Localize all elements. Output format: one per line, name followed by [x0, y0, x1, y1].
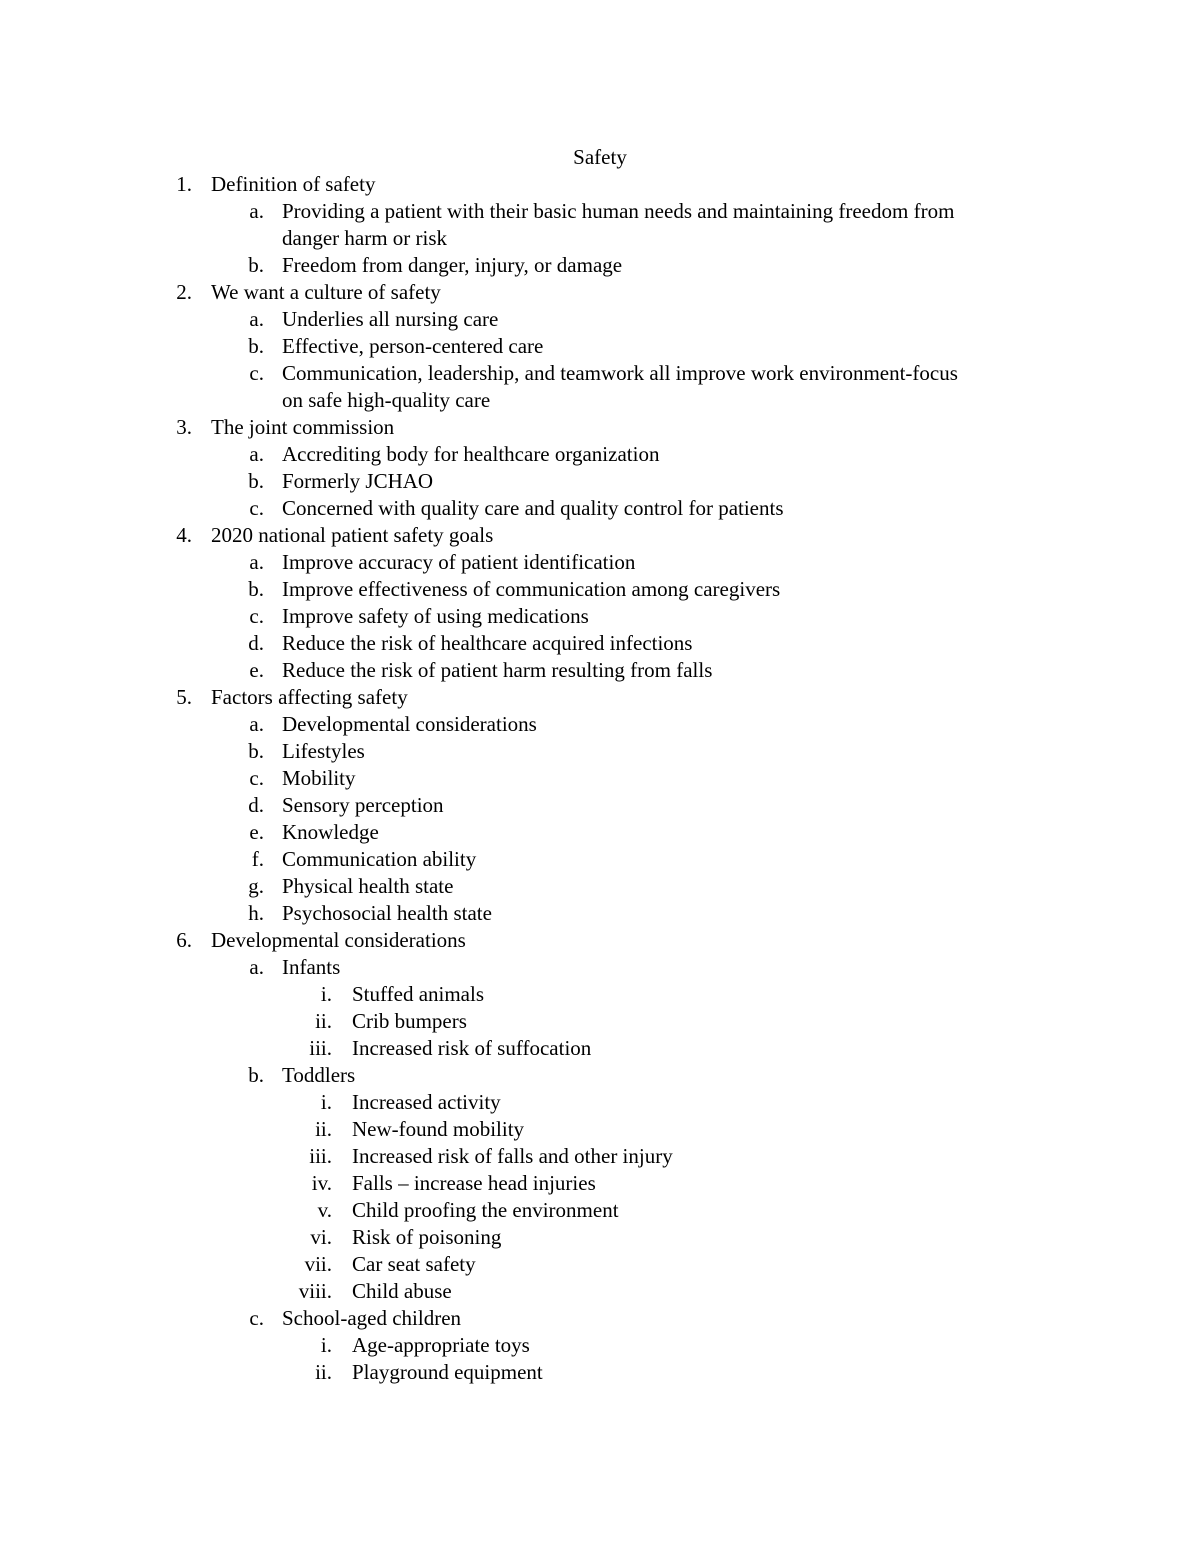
- list-item-text: Developmental considerations: [282, 712, 537, 736]
- list-item-text: Physical health state: [282, 874, 454, 898]
- list-marker: d.: [248, 793, 264, 817]
- list-item-text: Increased risk of falls and other injury: [352, 1144, 673, 1168]
- list-item-text: Providing a patient with their basic human needs and maintaining freedom from: [282, 199, 955, 223]
- list-marker: iii.: [309, 1144, 332, 1168]
- list-marker: h.: [248, 901, 264, 925]
- list-item-text: on safe high-quality care: [282, 388, 491, 412]
- list-marker: e.: [249, 820, 264, 844]
- list-item-text: Playground equipment: [352, 1360, 543, 1384]
- list-marker: a.: [249, 712, 264, 736]
- list-marker: 4.: [176, 523, 192, 547]
- list-item-text: Crib bumpers: [352, 1009, 467, 1033]
- list-item-text: Increased risk of suffocation: [352, 1036, 592, 1060]
- list-item-text: Factors affecting safety: [211, 685, 408, 709]
- list-item-text: Falls – increase head injuries: [352, 1171, 596, 1195]
- list-marker: iii.: [309, 1036, 332, 1060]
- list-marker: a.: [249, 442, 264, 466]
- list-marker: iv.: [311, 1171, 332, 1195]
- list-item-text: danger harm or risk: [282, 226, 448, 250]
- list-marker: i.: [320, 1333, 332, 1357]
- list-item-text: Sensory perception: [282, 793, 444, 817]
- list-item-text: Freedom from danger, injury, or damage: [282, 253, 623, 277]
- list-marker: 5.: [176, 685, 192, 709]
- list-item-text: Child proofing the environment: [352, 1198, 619, 1222]
- list-marker: a.: [249, 307, 264, 331]
- list-marker: i.: [320, 982, 332, 1006]
- list-marker: i.: [320, 1090, 332, 1114]
- list-item-text: Increased activity: [352, 1090, 501, 1114]
- list-marker: c.: [249, 604, 264, 628]
- list-item-text: Stuffed animals: [352, 982, 485, 1006]
- list-marker: 6.: [176, 928, 192, 952]
- list-item-text: Infants: [282, 955, 341, 979]
- list-item-text: Underlies all nursing care: [282, 307, 499, 331]
- list-item-text: Improve safety of using medications: [282, 604, 589, 628]
- list-marker: b.: [248, 253, 264, 277]
- list-marker: c.: [249, 496, 264, 520]
- list-item-text: New-found mobility: [352, 1117, 525, 1141]
- list-item-text: Child abuse: [352, 1279, 452, 1303]
- list-item-text: Concerned with quality care and quality control for patients: [282, 496, 784, 520]
- list-marker: a.: [249, 199, 264, 223]
- list-item-text: Mobility: [282, 766, 356, 790]
- list-item-text: Communication, leadership, and teamwork all improve work environment-focus: [282, 361, 958, 385]
- list-marker: vii.: [304, 1252, 332, 1276]
- list-item-text: Age-appropriate toys: [352, 1333, 530, 1357]
- list-marker: b.: [248, 739, 264, 763]
- list-marker: b.: [248, 469, 264, 493]
- list-item-text: Lifestyles: [282, 739, 365, 763]
- list-item-text: Accrediting body for healthcare organization: [282, 442, 660, 466]
- list-marker: c.: [249, 1306, 264, 1330]
- list-item-text: Psychosocial health state: [282, 901, 492, 925]
- list-marker: g.: [248, 874, 264, 898]
- list-item-text: Definition of safety: [211, 172, 376, 196]
- list-marker: d.: [248, 631, 264, 655]
- list-marker: ii.: [315, 1117, 332, 1141]
- list-marker: b.: [248, 577, 264, 601]
- list-item-text: Effective, person-centered care: [282, 334, 544, 358]
- list-marker: e.: [249, 658, 264, 682]
- list-marker: viii.: [298, 1279, 332, 1303]
- list-item-text: Risk of poisoning: [352, 1225, 502, 1249]
- list-item-text: Developmental considerations: [211, 928, 466, 952]
- list-item-text: Improve accuracy of patient identification: [282, 550, 636, 574]
- list-marker: b.: [248, 1063, 264, 1087]
- list-item-text: Reduce the risk of patient harm resulting from falls: [282, 658, 713, 682]
- list-item-text: Formerly JCHAO: [282, 469, 434, 493]
- list-marker: b.: [248, 334, 264, 358]
- list-item-text: Knowledge: [282, 820, 379, 844]
- list-item-text: 2020 national patient safety goals: [211, 523, 494, 547]
- list-item-text: The joint commission: [211, 415, 395, 439]
- list-marker: 2.: [176, 280, 192, 304]
- list-item-text: School-aged children: [282, 1306, 462, 1330]
- list-marker: 3.: [176, 415, 192, 439]
- page-title: Safety: [573, 145, 627, 169]
- list-marker: v.: [317, 1198, 332, 1222]
- list-marker: a.: [249, 955, 264, 979]
- list-item-text: Toddlers: [282, 1063, 356, 1087]
- list-marker: ii.: [315, 1009, 332, 1033]
- list-item-text: Communication ability: [282, 847, 477, 871]
- list-marker: c.: [249, 361, 264, 385]
- list-marker: a.: [249, 550, 264, 574]
- list-marker: c.: [249, 766, 264, 790]
- list-marker: vi.: [310, 1225, 332, 1249]
- list-item-text: Improve effectiveness of communication among caregivers: [282, 577, 781, 601]
- list-marker: ii.: [315, 1360, 332, 1384]
- list-marker: f.: [251, 847, 264, 871]
- list-item-text: Car seat safety: [352, 1252, 476, 1276]
- list-item-text: We want a culture of safety: [211, 280, 441, 304]
- list-marker: 1.: [176, 172, 192, 196]
- list-item-text: Reduce the risk of healthcare acquired infections: [282, 631, 693, 655]
